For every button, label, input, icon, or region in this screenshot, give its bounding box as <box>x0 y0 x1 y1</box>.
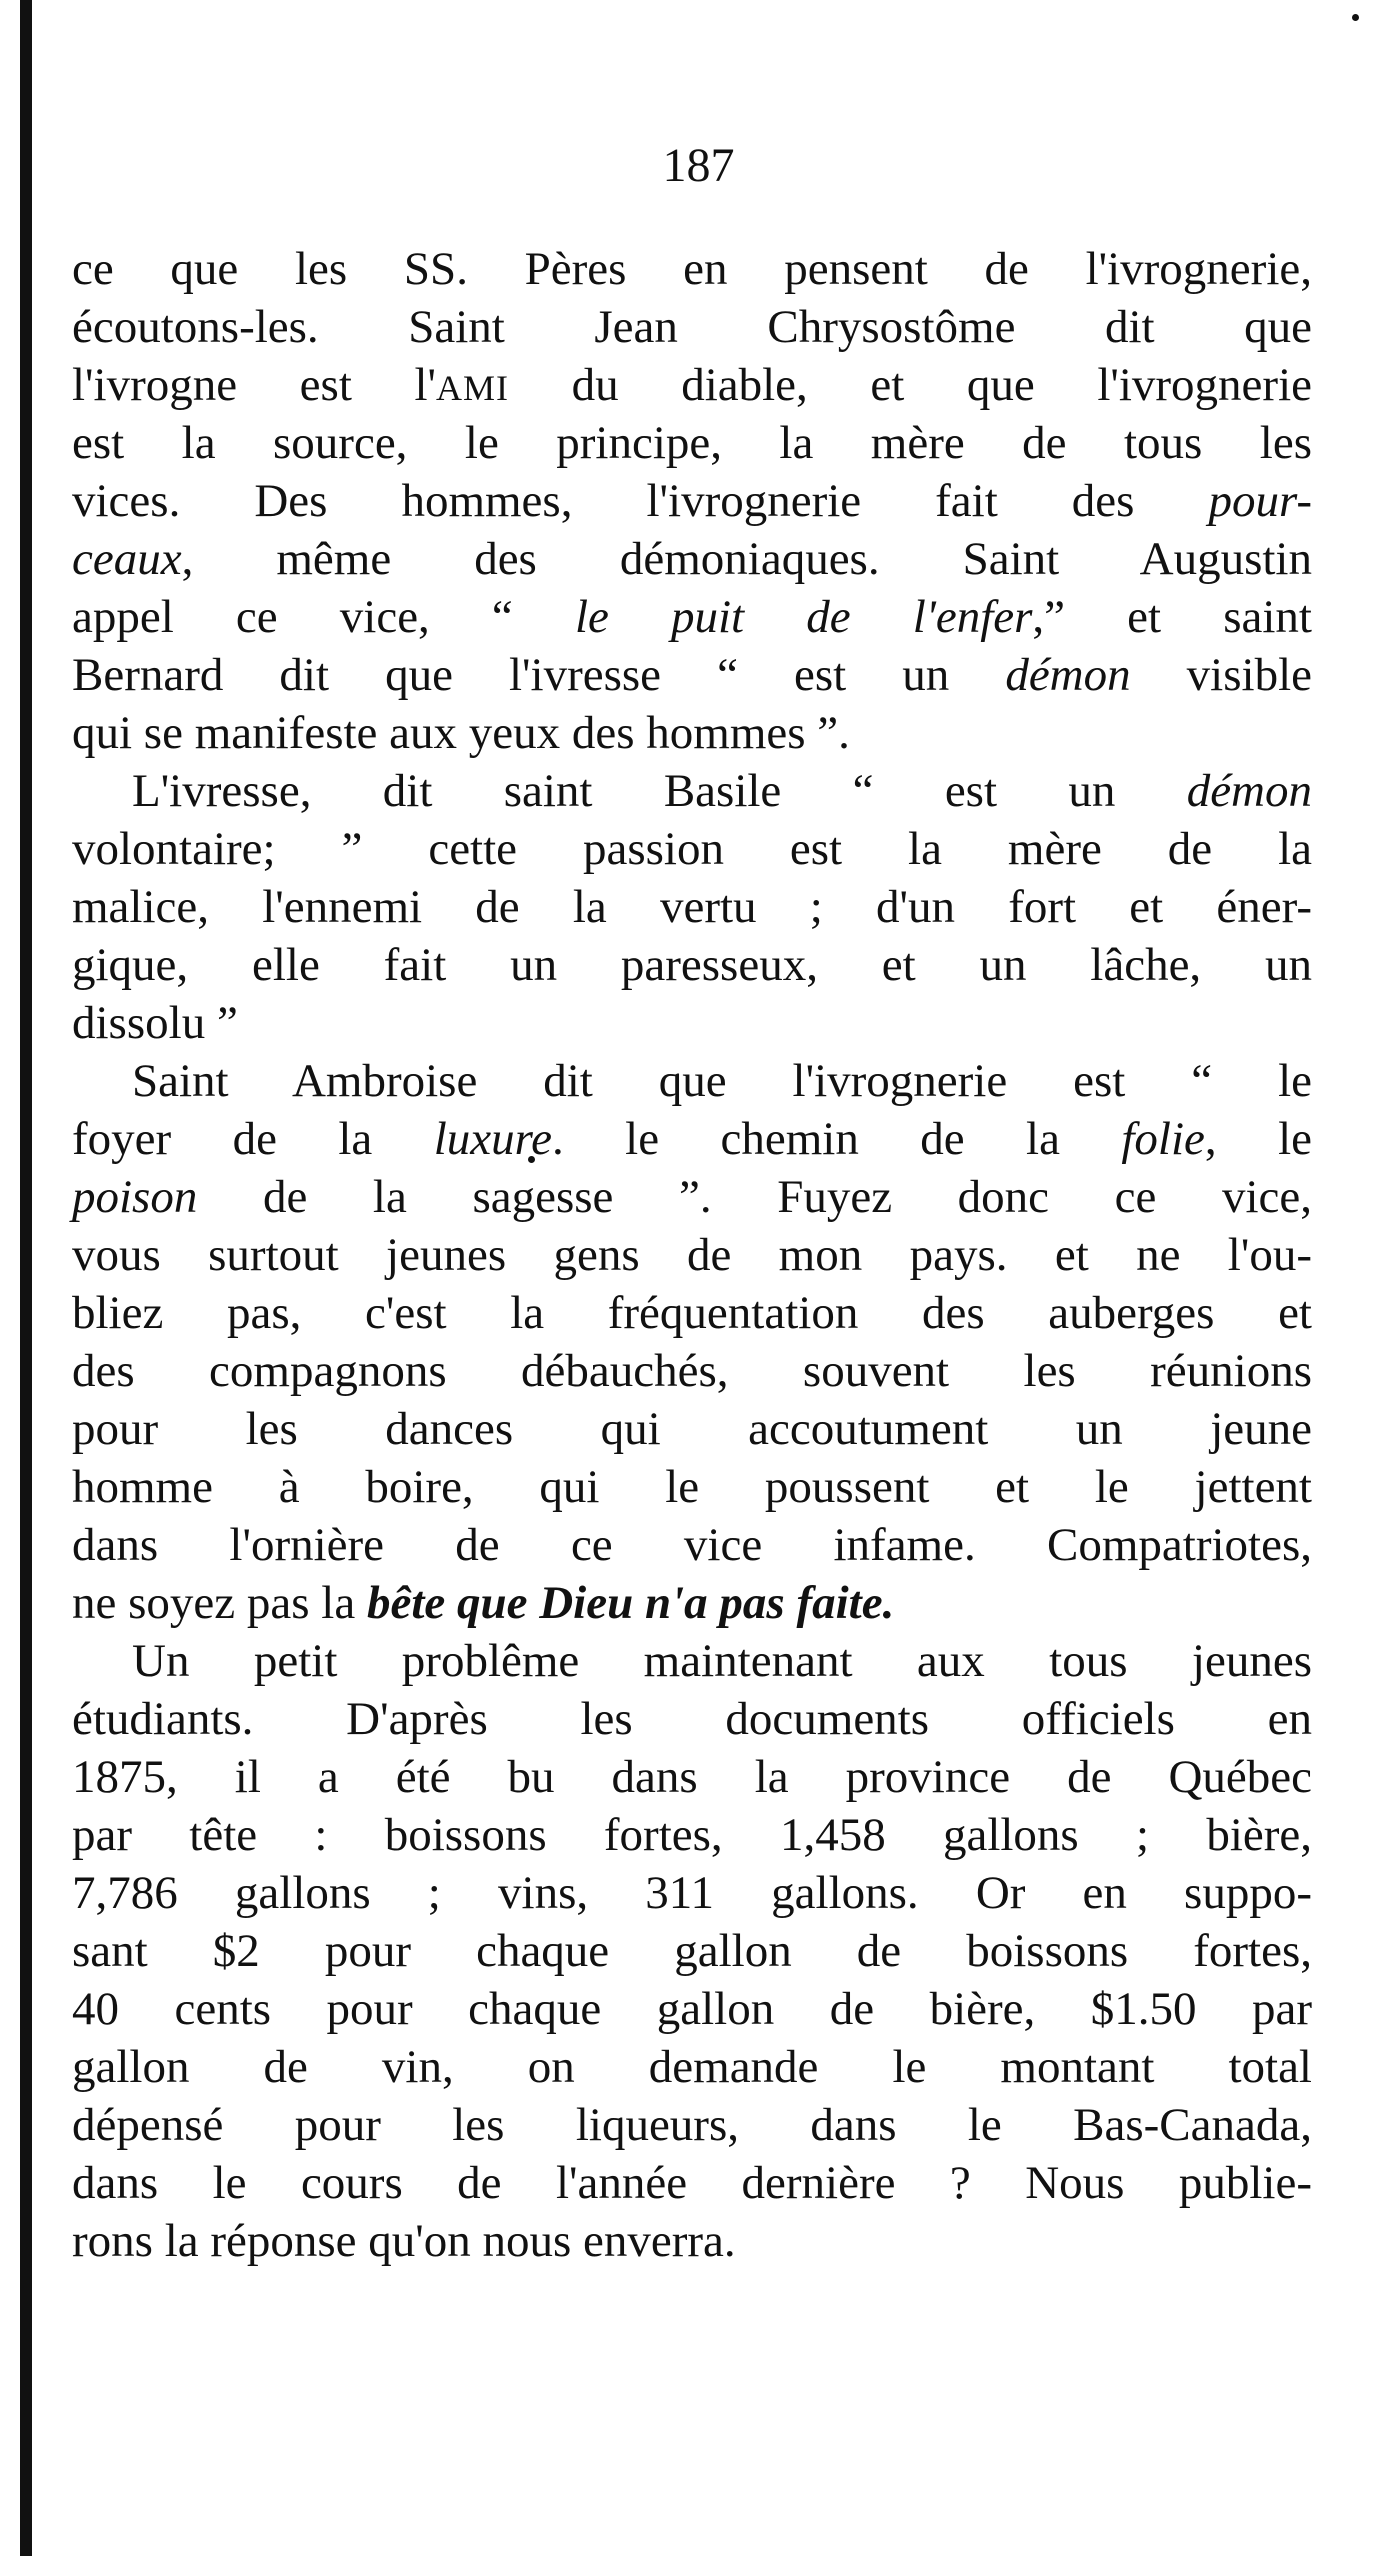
text-line <box>72 1748 1312 1806</box>
text-run: rons la réponse qu'on nous enverra. <box>72 2215 736 2267</box>
small-caps-text: AMI <box>436 368 510 408</box>
text-line <box>72 1168 1312 1226</box>
text-run: , le <box>1204 1113 1313 1165</box>
text-run: des compagnons débauchés, souvent les réunions <box>72 1345 1312 1397</box>
text-line <box>72 1864 1312 1922</box>
text-run: L'ivresse, dit saint Basile “ est un <box>132 765 1187 817</box>
text-run: 40 cents pour chaque gallon de bière, $1.50 par <box>72 1983 1312 2035</box>
text-line <box>72 472 1312 530</box>
text-line <box>72 994 1312 1052</box>
ink-speck <box>1352 14 1359 21</box>
text-run: Un petit problême maintenant aux tous jeunes <box>132 1635 1312 1687</box>
bold-italic-text: bête que Dieu n'a pas faite. <box>366 1577 895 1629</box>
text-line <box>72 530 1312 588</box>
text-line <box>72 1052 1312 1110</box>
text-run: dans l'ornière de ce vice infame. Compatriotes, <box>72 1519 1312 1571</box>
text-run: gallon de vin, on demande le montant total <box>72 2041 1312 2093</box>
text-run: pour les dances qui accoutument un jeune <box>72 1403 1312 1455</box>
page-edge-rule <box>20 0 32 2556</box>
text-line <box>72 1342 1312 1400</box>
text-run: . le chemin de la <box>552 1113 1122 1165</box>
text-run: homme à boire, qui le poussent et le jettent <box>72 1461 1312 1513</box>
text-line <box>72 1806 1312 1864</box>
text-run: visible <box>1130 649 1312 701</box>
text-run: Saint Ambroise dit que l'ivrognerie est “ le <box>132 1055 1312 1107</box>
text-line <box>72 2154 1312 2212</box>
text-run: malice, l'ennemi de la vertu ; d'un fort et éner- <box>72 881 1312 933</box>
text-run: , même des démoniaques. Saint Augustin <box>181 533 1312 585</box>
text-line <box>72 298 1312 356</box>
text-run: foyer de la <box>72 1113 434 1165</box>
paragraph <box>72 240 1312 762</box>
text-run: vices. Des hommes, l'ivrognerie fait des <box>72 475 1209 527</box>
text-run: 7,786 gallons ; vins, 311 gallons. Or en suppo- <box>72 1867 1312 1919</box>
text-line <box>72 1632 1312 1690</box>
text-run: appel ce vice, “ <box>72 591 575 643</box>
text-line <box>72 762 1312 820</box>
text-run: dans le cours de l'année dernière ? Nous publie- <box>72 2157 1312 2209</box>
paragraph <box>72 1052 1312 1632</box>
text-run: ce que les SS. Pères en pensent de l'ivrognerie, <box>72 243 1312 295</box>
text-run: gique, elle fait un paresseux, et un lâche, un <box>72 939 1312 991</box>
italic-text: luxure <box>433 1113 553 1165</box>
text-line <box>72 820 1312 878</box>
text-run: 1875, il a été bu dans la province de Québec <box>72 1751 1312 1803</box>
text-run: sant $2 pour chaque gallon de boissons fortes, <box>72 1925 1312 1977</box>
text-line <box>72 356 1312 414</box>
text-run: vous surtout jeunes gens de mon pays. et ne l'ou- <box>72 1229 1312 1281</box>
text-run: de la sagesse ”. Fuyez donc ce vice, <box>197 1171 1312 1223</box>
text-line <box>72 878 1312 936</box>
text-line <box>72 1922 1312 1980</box>
italic-text: ceaux <box>72 533 182 585</box>
text-line <box>72 2038 1312 2096</box>
text-run: Bernard dit que l'ivresse “ est un <box>72 649 1006 701</box>
italic-text: démon <box>1005 649 1131 701</box>
text-run: par tête : boissons fortes, 1,458 gallons ; bière, <box>72 1809 1312 1861</box>
italic-text: folie <box>1121 1113 1205 1165</box>
italic-text: pour- <box>1208 475 1312 527</box>
text-line <box>72 1458 1312 1516</box>
text-run: ,” et saint <box>1032 591 1312 643</box>
text-line <box>72 414 1312 472</box>
text-line <box>72 588 1312 646</box>
text-run: étudiants. D'après les documents officiels en <box>72 1693 1312 1745</box>
text-line <box>72 240 1312 298</box>
text-line <box>72 1574 1312 1632</box>
text-run: ne soyez pas la <box>72 1577 367 1629</box>
body-text <box>72 240 1312 2270</box>
text-line <box>72 646 1312 704</box>
text-run: l'ivrogne est l' <box>72 359 437 411</box>
paragraph <box>72 1632 1312 2270</box>
text-run: qui se manifeste aux yeux des hommes ”. <box>72 707 850 759</box>
page-number: 187 <box>662 139 735 192</box>
text-run: du diable, et que l'ivrognerie <box>509 359 1312 411</box>
italic-text: démon <box>1186 765 1312 817</box>
text-line <box>72 1516 1312 1574</box>
text-run: écoutons-les. Saint Jean Chrysostôme dit que <box>72 301 1312 353</box>
text-line <box>72 1690 1312 1748</box>
text-line <box>72 2212 1312 2270</box>
text-run: volontaire; ” cette passion est la mère de la <box>72 823 1312 875</box>
text-line <box>72 704 1312 762</box>
text-line <box>72 1226 1312 1284</box>
text-run: bliez pas, c'est la fréquentation des auberges et <box>72 1287 1312 1339</box>
text-line <box>72 1110 1312 1168</box>
text-run: dépensé pour les liqueurs, dans le Bas-Canada, <box>72 2099 1312 2151</box>
text-run: dissolu ” <box>72 997 238 1049</box>
text-line <box>72 1284 1312 1342</box>
text-line <box>72 1980 1312 2038</box>
italic-text: poison <box>72 1171 198 1223</box>
text-line <box>72 1400 1312 1458</box>
paragraph <box>72 762 1312 1052</box>
text-line <box>72 936 1312 994</box>
text-run: est la source, le principe, la mère de tous les <box>72 417 1312 469</box>
italic-text: le puit de l'enfer <box>574 591 1033 643</box>
text-line <box>72 2096 1312 2154</box>
